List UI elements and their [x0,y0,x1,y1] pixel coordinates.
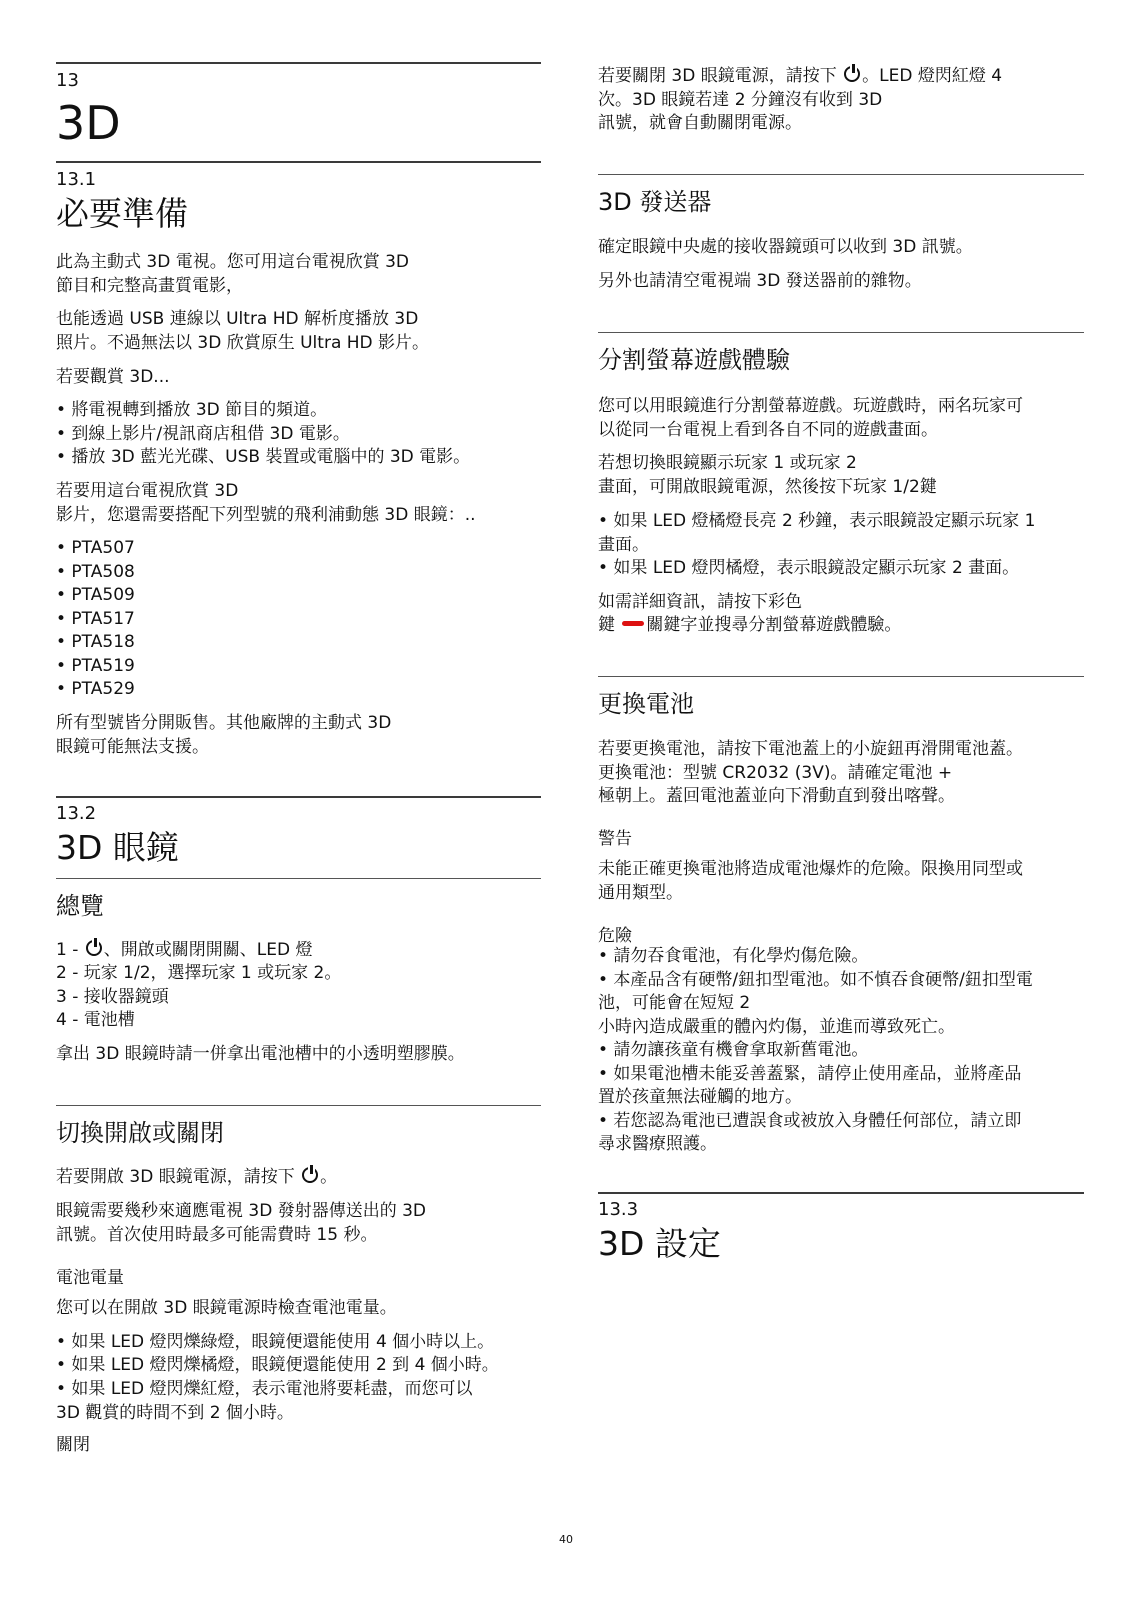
section-rule [56,161,541,163]
paragraph: 節目和完整高畫質電影， [56,276,243,296]
chapter-number: 13 [56,70,79,91]
list-item: • 如果 LED 燈閃爍橘燈，眼鏡便還能使用 2 到 4 個小時。 [56,1355,499,1375]
label: 危險 [598,926,632,946]
label: 警告 [598,829,632,849]
model-item: • PTA517 [56,609,135,629]
paragraph: 未能正確更換電池將造成電池爆炸的危險。限換用同型或 [598,859,1023,879]
section-number: 13.2 [56,803,97,824]
section-number: 13.3 [598,1199,639,1220]
list-item: • 如果 LED 燈閃爍紅燈，表示電池將要耗盡，而您可以 [56,1379,473,1399]
model-item: • PTA508 [56,562,135,582]
paragraph: 確定眼鏡中央處的接收器鏡頭可以收到 3D 訊號。 [598,237,973,257]
list-item: 置於孩童無法碰觸的地方。 [598,1087,802,1107]
label: 關閉 [56,1435,90,1455]
paragraph: 更換電池：型號 CR2032 (3V)。請確定電池 + [598,763,953,783]
paragraph: 鍵 關鍵字並搜尋分割螢幕遊戲體驗。 [598,615,902,635]
paragraph: 次。3D 眼鏡若達 2 分鐘沒有收到 3D [598,90,883,110]
power-icon [86,940,102,956]
section-rule [56,796,541,798]
list-item: 小時內造成嚴重的體內灼傷，並進而導致死亡。 [598,1017,955,1037]
model-item: • PTA507 [56,538,135,558]
paragraph: 如需詳細資訊，請按下彩色 [598,592,802,612]
paragraph: 極朝上。蓋回電池蓋並向下滑動直到發出喀聲。 [598,786,955,806]
chapter-title: 3D [56,96,121,150]
list-item: • 請勿讓孩童有機會拿取新舊電池。 [598,1040,869,1060]
page-number: 40 [559,1533,573,1546]
list-item: 畫面。 [598,535,649,555]
list-item: • 將電視轉到播放 3D 節目的頻道。 [56,400,328,420]
section-title: 必要準備 [56,194,188,233]
section-rule [598,1192,1084,1194]
paragraph: 通用類型。 [598,883,683,903]
paragraph: 所有型號皆分開販售。其他廠牌的主動式 3D [56,713,392,733]
list-item: • 如果電池槽未能妥善蓋緊，請停止使用產品，並將產品 [598,1064,1022,1084]
subsection-title: 切換開啟或關閉 [56,1119,224,1147]
section-title: 3D 眼鏡 [56,828,179,867]
paragraph: 此為主動式 3D 電視。您可用這台電視欣賞 3D [56,252,410,272]
list-item: • 如果 LED 燈閃爍綠燈，眼鏡便還能使用 4 個小時以上。 [56,1332,495,1352]
model-item: • PTA518 [56,632,135,652]
overview-item: 1 - 、開啟或關閉開關、LED 燈 [56,940,313,960]
paragraph: 若要更換電池，請按下電池蓋上的小旋鈕再滑開電池蓋。 [598,739,1023,759]
list-item: • 如果 LED 燈橘燈長亮 2 秒鐘，表示眼鏡設定顯示玩家 1 [598,511,1036,531]
paragraph: 影片，您還需要搭配下列型號的飛利浦動態 3D 眼鏡：.. [56,505,476,525]
paragraph: 也能透過 USB 連線以 Ultra HD 解析度播放 3D [56,309,419,329]
overview-item: 3 - 接收器鏡頭 [56,987,169,1007]
overview-item: 4 - 電池槽 [56,1010,135,1030]
model-item: • PTA509 [56,585,135,605]
red-color-key-icon [622,621,644,626]
paragraph: 若想切換眼鏡顯示玩家 1 或玩家 2 [598,453,857,473]
paragraph: 若要關閉 3D 眼鏡電源，請按下 。LED 燈閃紅燈 4 [598,66,1003,86]
model-item: • PTA529 [56,679,135,699]
list-item: • 若您認為電池已遭誤食或被放入身體任何部位，請立即 [598,1111,1022,1131]
paragraph: 訊號。首次使用時最多可能需費時 15 秒。 [56,1225,378,1245]
list-item: 3D 觀賞的時間不到 2 個小時。 [56,1403,294,1423]
list-item: • 請勿吞食電池，有化學灼傷危險。 [598,946,869,966]
label: 電池電量 [56,1268,124,1288]
model-item: • PTA519 [56,656,135,676]
paragraph: 眼鏡可能無法支援。 [56,737,209,757]
paragraph: 照片。不過無法以 3D 欣賞原生 Ultra HD 影片。 [56,333,430,353]
list-item: • 本產品含有硬幣/鈕扣型電池。如不慎吞食硬幣/鈕扣型電 [598,970,1033,990]
paragraph: 您可以在開啟 3D 眼鏡電源時檢查電池電量。 [56,1298,397,1318]
list-item: 池，可能會在短短 2 [598,993,751,1013]
subsection-rule [598,676,1084,677]
paragraph: 畫面，可開啟眼鏡電源，然後按下玩家 1/2鍵 [598,477,937,497]
subsection-rule [56,878,541,879]
subsection-title: 3D 發送器 [598,188,712,216]
power-icon [302,1167,318,1183]
subsection-title: 更換電池 [598,690,694,718]
paragraph: 另外也請清空電視端 3D 發送器前的雜物。 [598,271,922,291]
paragraph: 拿出 3D 眼鏡時請一併拿出電池槽中的小透明塑膠膜。 [56,1044,465,1064]
subsection-title: 分割螢幕遊戲體驗 [598,346,790,374]
paragraph: 若要觀賞 3D... [56,367,170,387]
paragraph: 眼鏡需要幾秒來適應電視 3D 發射器傳送出的 3D [56,1201,427,1221]
paragraph: 以從同一台電視上看到各自不同的遊戲畫面。 [598,420,938,440]
power-icon [844,66,860,82]
list-item: • 如果 LED 燈閃橘燈，表示眼鏡設定顯示玩家 2 畫面。 [598,558,1020,578]
section-title: 3D 設定 [598,1224,721,1263]
overview-item: 2 - 玩家 1/2，選擇玩家 1 或玩家 2。 [56,963,342,983]
paragraph: 若要開啟 3D 眼鏡電源，請按下 。 [56,1167,338,1187]
chapter-rule [56,62,541,64]
subsection-rule [598,174,1084,175]
section-number: 13.1 [56,169,97,190]
paragraph: 您可以用眼鏡進行分割螢幕遊戲。玩遊戲時，兩名玩家可 [598,396,1023,416]
subsection-title: 總覽 [56,892,104,920]
paragraph: 訊號，就會自動關閉電源。 [598,113,802,133]
list-item: 尋求醫療照護。 [598,1134,717,1154]
list-item: • 到線上影片/視訊商店租借 3D 電影。 [56,424,350,444]
paragraph: 若要用這台電視欣賞 3D [56,481,239,501]
list-item: • 播放 3D 藍光光碟、USB 裝置或電腦中的 3D 電影。 [56,447,471,467]
subsection-rule [56,1105,541,1106]
subsection-rule [598,332,1084,333]
